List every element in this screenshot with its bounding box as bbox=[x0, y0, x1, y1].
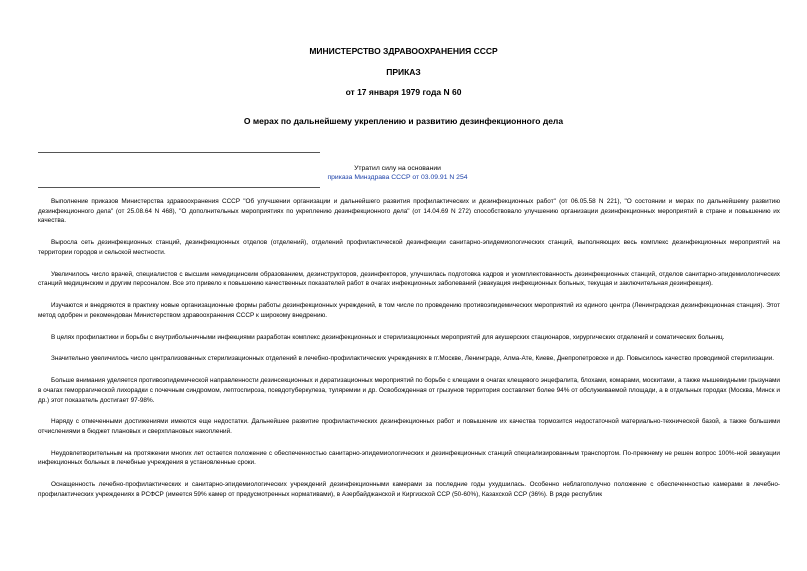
document-title: О мерах по дальнейшему укреплению и развитию дезинфекционного дела bbox=[243, 116, 564, 126]
paragraph: Выполнение приказов Министерства здравоохранения СССР "Об улучшении организации и дальнейшего развития профилактических и дезинфекционных работ" (от 06.05.58 N 221), "О состоянии и мерах по дальнейшему развитию дезинфекционного дела" (от 25.08.64 N 468), "О дополнительных мероприятиях по укреплению дезинфекционного дела" (от 14.04.69 N 272) способствовало улучшению организации дезинфекционных мероприятий в стране и повышению их качества. bbox=[38, 198, 780, 225]
paragraph: Больше внимания уделяется противоэпидемической направленности дезинсекционных и дератизационных мероприятий по борьбе с клещами в очагах клещевого энцефалита, блохами, комарами, москитами, а также мышевидными грызунами в очагах геморрагической лихорадки с почечным синдромом, лептоспироза, псевдотуберкулеза, туляремии и др. Освобожденная от грызунов территория составляет более 94% от обслуживаемой площади, а в отдельных городах (Москва, Минск и др.) этот показатель достигает 97-98%. bbox=[38, 377, 780, 404]
paragraph: Изучаются и внедряются в практику новые организационные формы работы дезинфекционных учреждений, в том числе по проведению противоэпидемических мероприятий из единого центра (Ленинградская дезинфекционная станция). Этот метод одобрен и рекомендован Министерством здравоохранения СССР к широкому внедрению. bbox=[38, 302, 780, 319]
paragraph: Неудовлетворительным на протяжении многих лет остается положение с обеспеченностью санитарно-эпидемиологических и дезинфекционных станций специализированным транспортом. По-прежнему не решен вопрос 100%-ной эвакуации инфекционных больных в лечебные учреждения в установленные сроки. bbox=[38, 449, 780, 467]
document-body bbox=[38, 197, 780, 512]
paragraph: Выросла сеть дезинфекционных станций, дезинфекционных отделов (отделений), отделений профилактической дезинфекции санитарно-эпидемиологических станций, выполняющих весь комплекс дезинфекционных мероприятий на территории городов и сельской местности. bbox=[38, 239, 780, 256]
paragraph: Значительно увеличилось число централизованных стерилизационных отделений в лечебно-профилактических учреждениях в гг.Москве, Ленинграде, Алма-Ате, Киеве, Днепропетровске и др. Повысилось качество проводимой стерилизации. bbox=[51, 355, 775, 363]
separator-bottom bbox=[38, 187, 320, 188]
order-date-heading: от 17 января 1979 года N 60 bbox=[345, 87, 462, 97]
paragraph: В целях профилактики и борьбы с внутрибольничными инфекциями разработан комплекс дезинфекционных и стерилизационных мероприятий для акушерских стационаров, хирургических отделений и соматических больниц. bbox=[51, 333, 725, 341]
separator-top bbox=[38, 152, 320, 153]
paragraph: Наряду с отмеченными достижениями имеются еще недостатки. Дальнейшее развитие профилактических дезинфекционных работ и повышение их качества тормозится недостаточной материально-технической базой, а также большими отчислениями в бюджет плановых и сверхплановых накоплений. bbox=[38, 418, 780, 435]
status-note: Утратил силу на основании bbox=[354, 165, 441, 172]
document-type-heading: ПРИКАЗ bbox=[386, 67, 421, 77]
paragraph: Увеличилось число врачей, специалистов с высшим немедицинским образованием, дезинструкторов, дезинфекторов, улучшилась подготовка кадров и укомплектованность дезинфекционных станций, отделов санитарно-эпидемиологических станций медицинским и другим персоналом. Все это привело к повышению качественных показателей работ в очагах инфекционных заболеваний (эвакуация инфекционных больных, текущая и заключительная дезинфекция). bbox=[38, 270, 780, 288]
ministry-heading: МИНИСТЕРСТВО ЗДРАВООХРАНЕНИЯ СССР bbox=[309, 46, 498, 56]
repeal-order-link[interactable]: приказа Минздрава СССР от 03.09.91 N 254 bbox=[327, 174, 468, 181]
paragraph: Оснащенность лечебно-профилактических и санитарно-эпидемиологических учреждений дезинфекционными камерами за последние годы ухудшилась. Особенно неблагополучно положение с обеспеченностью камерами в лечебно-профилактических учреждениях в РСФСР (имеется 59% камер от предусмотренных нормативами), в Азербайджанской и Киргизской ССР (50-60%), Казахской ССР (36%). В ряде республик bbox=[38, 481, 780, 498]
